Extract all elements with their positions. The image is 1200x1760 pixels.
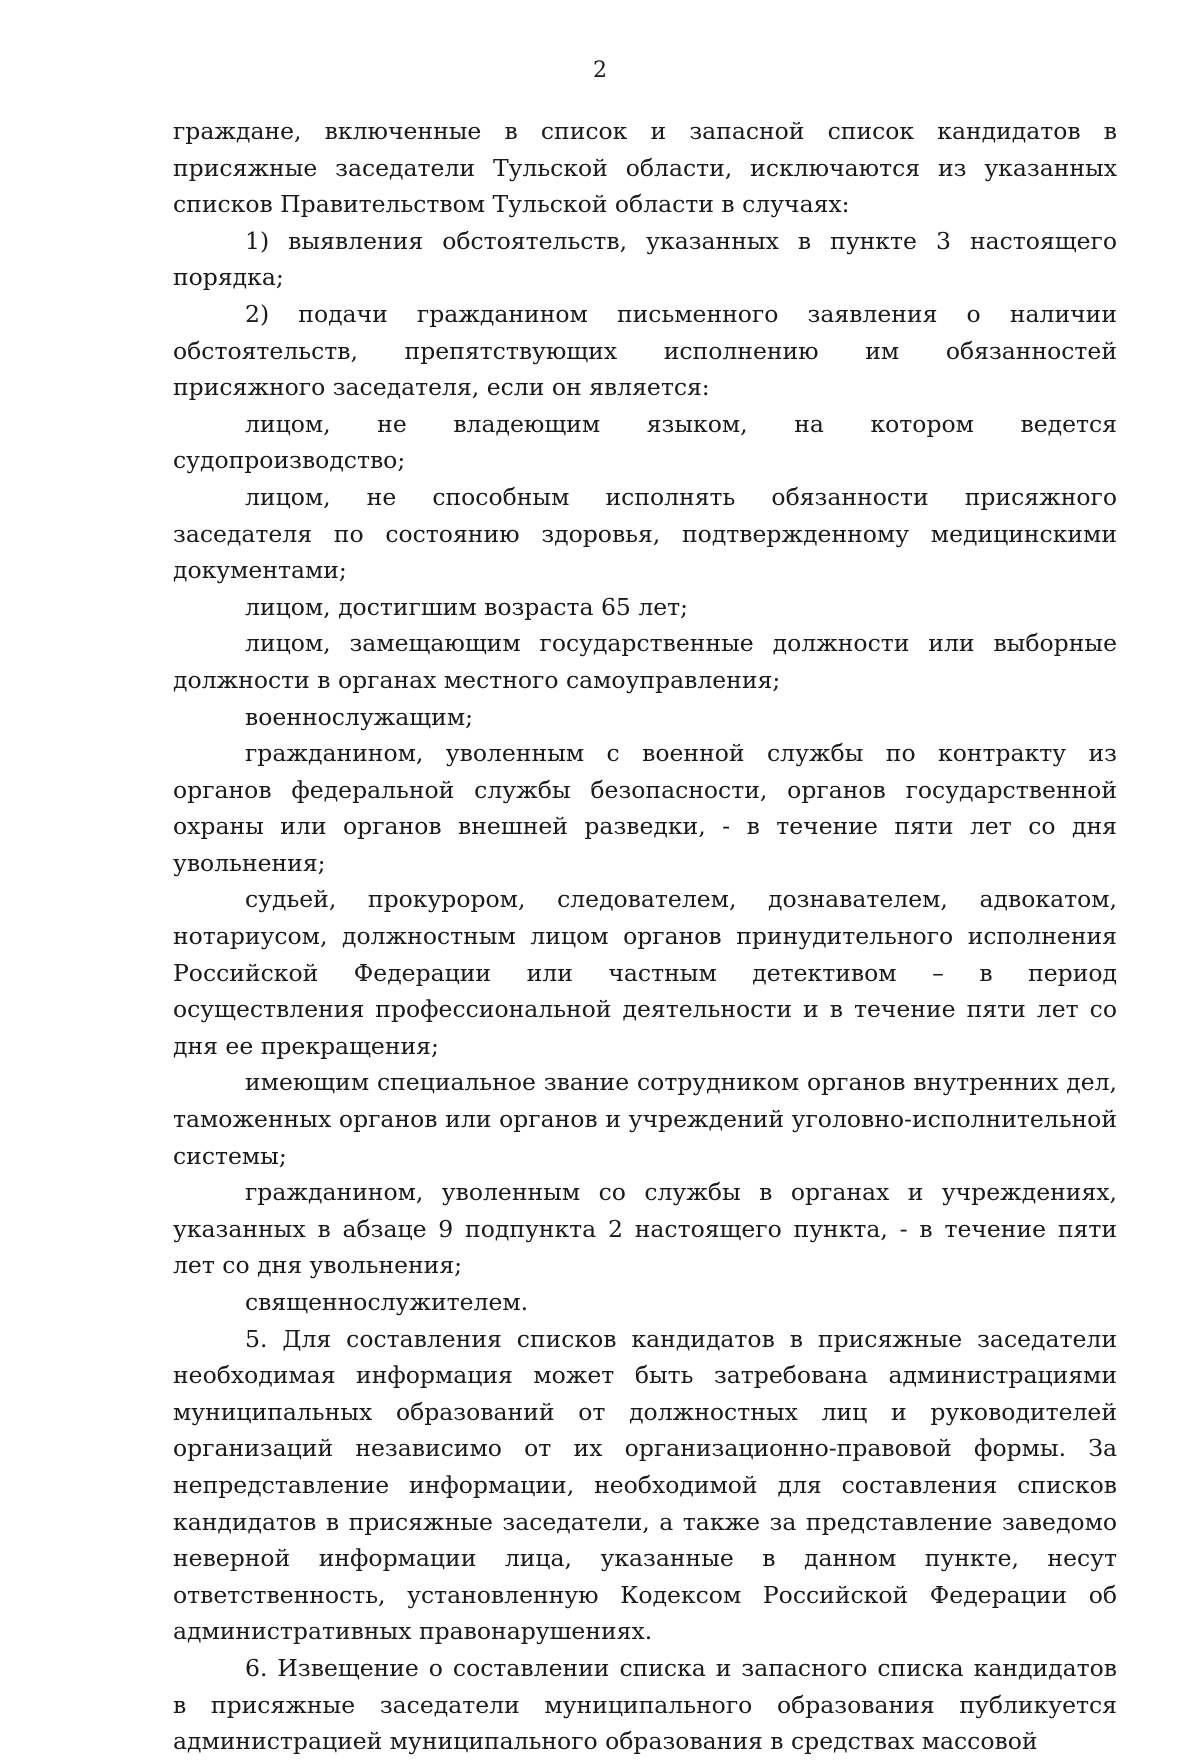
paragraph-former-service: гражданином, уволенным со службы в органах и учреждениях, указанных в абзаце 9 подпункта 2 настоящего пункта, - в течение пяти лет со дня увольнения;: [173, 1178, 1117, 1280]
paragraph-age: лицом, достигшим возраста 65 лет;: [245, 592, 689, 621]
paragraph-section-6: 6. Извещение о составлении списка и запасного списка кандидатов в присяжные заседатели муниципального образования публикуется администрацией муниципального образования в средствах массовой: [173, 1653, 1117, 1756]
document-body: [173, 113, 1117, 1760]
paragraph-state-positions: лицом, замещающим государственные должности или выборные должности в органах местного самоуправления;: [173, 629, 1117, 694]
paragraph-judicial-professions: судьей, прокурором, следователем, дознавателем, адвокатом, нотариусом, должностным лицом органов принудительного исполнения Российской Федерации или частным детективом – в период осуществления профессиональной деятельности и в течение пяти лет со дня ее прекращения;: [173, 885, 1117, 1060]
paragraph-case-1: 1) выявления обстоятельств, указанных в пункте 3 настоящего порядка;: [173, 226, 1117, 292]
paragraph-clergy: священнослужителем.: [245, 1288, 529, 1316]
paragraph-section-5: 5. Для составления списков кандидатов в присяжные заседатели необходимая информация может быть затребована администрациями муниципальных образований от должностных лиц и руководителей организаций независимо от их организационно-правовой формы. За непредставление информации, необходимой для составления списков кандидатов в присяжные заседатели, а также за представление заведомо неверной информации лица, указанные в данном пункте, несут ответственность, установленную Кодексом Российской Федерации об административных правонарушениях.: [173, 1324, 1117, 1646]
paragraph-military: военнослужащим;: [245, 702, 474, 731]
page-number: 2: [593, 58, 607, 83]
paragraph-health: лицом, не способным исполнять обязанности присяжного заседателя по состоянию здоровья, подтвержденному медицинскими документами;: [173, 482, 1117, 585]
paragraph-special-rank: имеющим специальное звание сотрудником органов внутренних дел, таможенных органов или органов и учреждений уголовно-исполнительной системы;: [173, 1068, 1117, 1170]
paragraph-case-2: 2) подачи гражданином письменного заявления о наличии обстоятельств, препятствующих исполнению им обязанностей присяжного заседателя, если он является:: [173, 299, 1117, 402]
paragraph-intro-exclusion-cases: граждане, включенные в список и запасной список кандидатов в присяжные заседатели Тульской области, исключаются из указанных списков Правительством Тульской области в случаях:: [173, 117, 1117, 219]
paragraph-former-military: гражданином, уволенным с военной службы по контракту из органов федеральной службы безопасности, органов государственной охраны или органов внешней разведки, - в течение пяти лет со дня увольнения;: [173, 739, 1117, 877]
paragraph-language: лицом, не владеющим языком, на котором ведется судопроизводство;: [173, 409, 1117, 475]
